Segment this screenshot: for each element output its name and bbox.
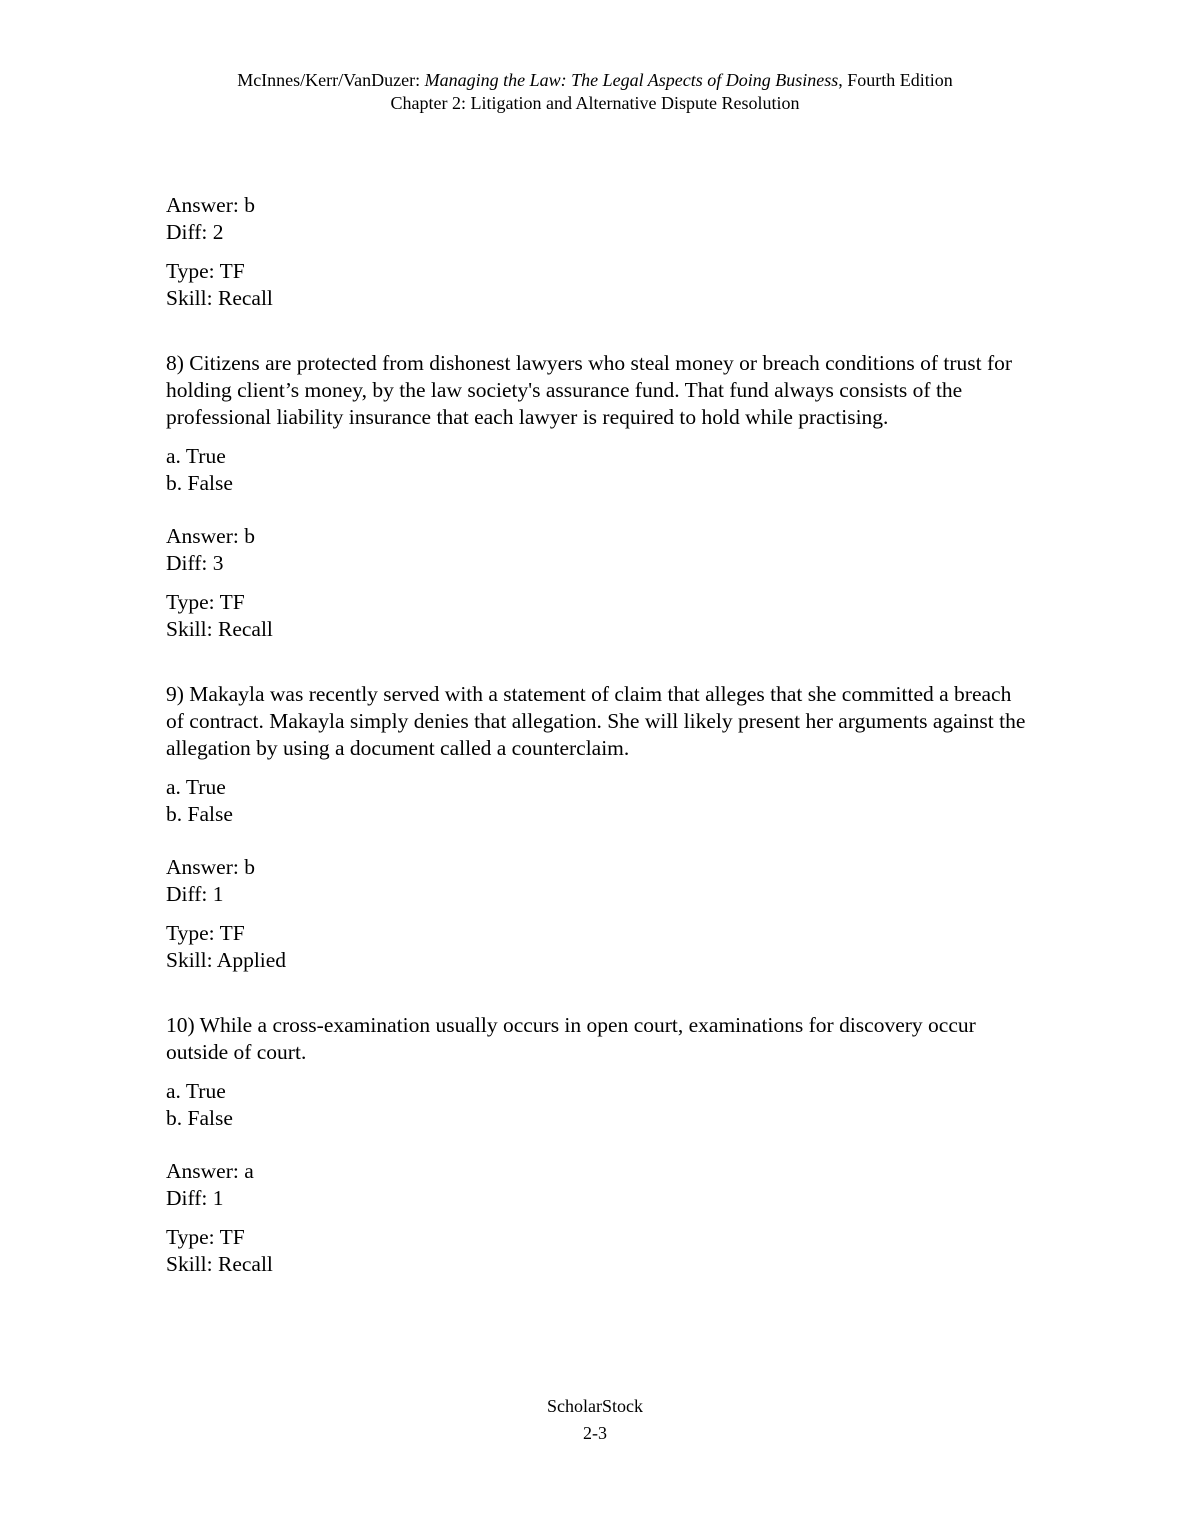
header-book-title: Managing the Law: The Legal Aspects of Doing Business — [424, 70, 839, 90]
diff-label: Diff: 2 — [166, 220, 224, 244]
answer-label: Answer: b — [166, 193, 255, 217]
question-text: 10) While a cross-examination usually occurs in open court, examinations for discovery occur outside of court. — [166, 1013, 976, 1064]
question-block — [166, 1012, 1026, 1278]
type-label: Type: TF — [166, 1225, 245, 1249]
type-label: Type: TF — [166, 259, 245, 283]
page-header — [0, 69, 1190, 115]
question-text: 8) Citizens are protected from dishonest lawyers who steal money or breach conditions of trust for holding client’s money, by the law society's assurance fund. That fund always consists of the professional liability insurance that each lawyer is required to hold while practising. — [166, 351, 1013, 429]
diff-label: Diff: 3 — [166, 551, 224, 575]
question-block — [166, 350, 1026, 643]
option-b: b. False — [166, 802, 233, 826]
type-label: Type: TF — [166, 590, 245, 614]
diff-label: Diff: 1 — [166, 882, 224, 906]
skill-label: Skill: Recall — [166, 1252, 273, 1276]
answer-label: Answer: b — [166, 855, 255, 879]
footer-source: ScholarStock — [547, 1396, 643, 1416]
skill-label: Skill: Applied — [166, 948, 287, 972]
skill-label: Skill: Recall — [166, 286, 273, 310]
type-label: Type: TF — [166, 921, 245, 945]
option-a: a. True — [166, 775, 226, 799]
answer-label: Answer: b — [166, 524, 255, 548]
question-text: 9) Makayla was recently served with a statement of claim that alleges that she committed a breach of contract. Makayla simply denies that allegation. She will likely present her arguments against the allegation by using a document called a counterclaim. — [166, 682, 1026, 760]
option-a: a. True — [166, 1079, 226, 1103]
header-chapter: Chapter 2: Litigation and Alternative Dispute Resolution — [390, 93, 800, 113]
skill-label: Skill: Recall — [166, 617, 273, 641]
header-title-line — [0, 69, 1190, 92]
diff-label: Diff: 1 — [166, 1186, 224, 1210]
answer-label: Answer: a — [166, 1159, 254, 1183]
header-edition: , Fourth Edition — [838, 70, 953, 90]
page-number: 2-3 — [583, 1423, 607, 1443]
option-b: b. False — [166, 471, 233, 495]
option-a: a. True — [166, 444, 226, 468]
question-content — [166, 192, 1026, 1278]
header-authors: McInnes/Kerr/VanDuzer: — [237, 70, 425, 90]
prev-item-meta — [166, 192, 1026, 312]
question-block — [166, 681, 1026, 974]
page-footer — [0, 1393, 1190, 1447]
option-b: b. False — [166, 1106, 233, 1130]
